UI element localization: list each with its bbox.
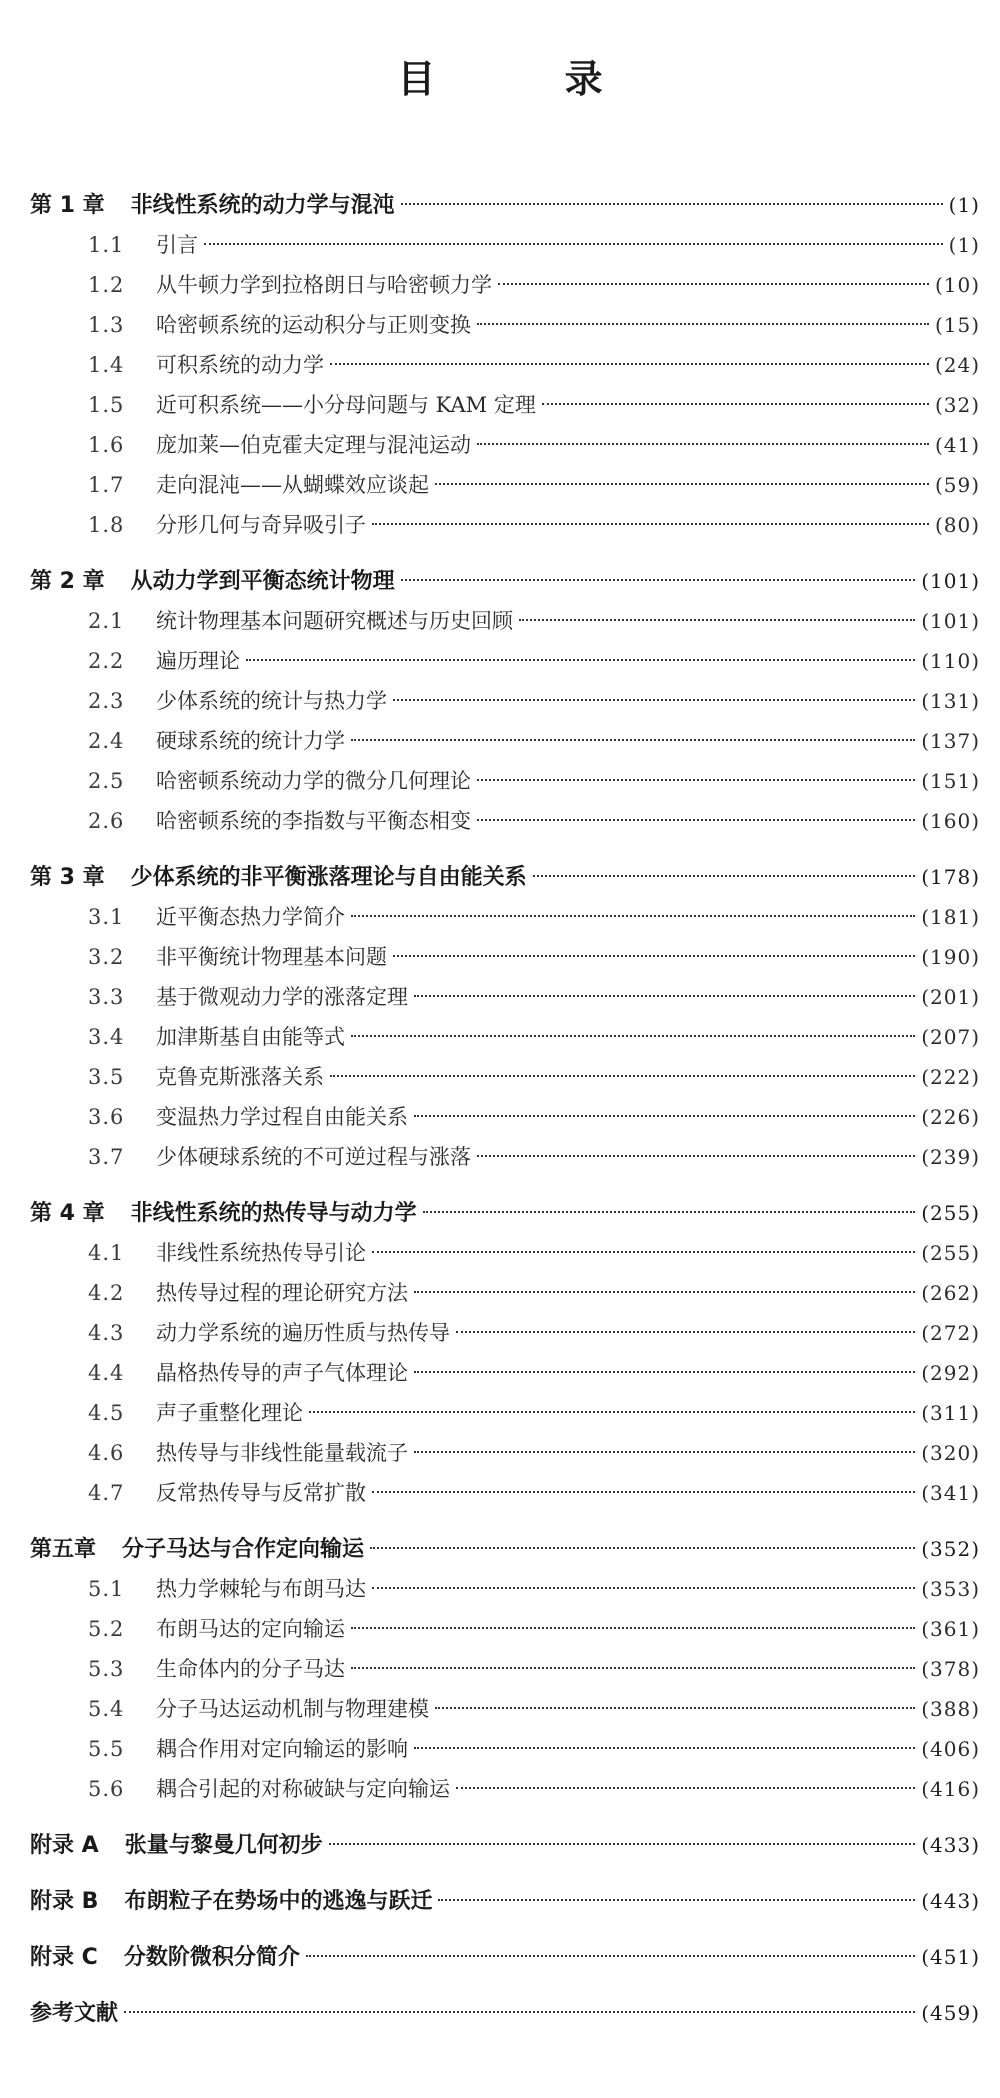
section-title: 声子重整化理论 (156, 1401, 303, 1425)
toc-section-entry[interactable] (30, 1769, 980, 1809)
dot-leader (330, 363, 929, 365)
page-number: (131) (921, 689, 980, 713)
page-number: (255) (921, 1241, 980, 1265)
section-number: 3.1 (88, 905, 125, 929)
section-number: 3.4 (88, 1025, 125, 1049)
toc-section-entry[interactable] (30, 465, 980, 505)
section-title: 克鲁克斯涨落关系 (156, 1065, 324, 1089)
section-title: 动力学系统的遍历性质与热传导 (156, 1321, 450, 1345)
dot-leader (329, 1843, 916, 1845)
chapter-title: 布朗粒子在势场中的逃逸与跃迁 (124, 1889, 433, 1914)
section-number: 4.5 (88, 1401, 125, 1425)
section-title: 热传导与非线性能量载流子 (156, 1441, 408, 1465)
section-number: 5.2 (88, 1617, 125, 1641)
toc-chapter-entry[interactable] (30, 1193, 980, 1233)
dot-leader (246, 659, 915, 661)
section-number: 1.8 (88, 513, 125, 537)
section-number: 2.2 (88, 649, 125, 673)
dot-leader (372, 1491, 915, 1493)
section-number: 1.5 (88, 393, 125, 417)
toc-section-entry[interactable] (30, 1433, 980, 1473)
toc-section-entry[interactable] (30, 265, 980, 305)
chapter-title: 非线性系统的动力学与混沌 (130, 193, 395, 218)
section-title: 哈密顿系统的运动积分与正则变换 (156, 313, 471, 337)
dot-leader (372, 1251, 915, 1253)
page-number: (110) (921, 649, 980, 673)
toc-section-entry[interactable] (30, 225, 980, 265)
dot-leader (372, 1587, 915, 1589)
section-title: 庞加莱—伯克霍夫定理与混沌运动 (156, 433, 471, 457)
toc-section-entry[interactable] (30, 761, 980, 801)
chapter-title: 从动力学到平衡态统计物理 (130, 569, 395, 594)
section-number: 1.7 (88, 473, 125, 497)
page-number: (352) (921, 1537, 980, 1561)
toc-section-entry[interactable] (30, 801, 980, 841)
dot-leader (414, 1747, 915, 1749)
chapter-number: 附录 A (30, 1833, 99, 1858)
dot-leader (414, 1115, 915, 1117)
dot-leader (477, 1155, 915, 1157)
section-number: 4.7 (88, 1481, 125, 1505)
toc-chapter-entry[interactable] (30, 857, 980, 897)
section-title: 分形几何与奇异吸引子 (156, 513, 366, 537)
page-number: (433) (921, 1833, 980, 1857)
section-title: 基于微观动力学的涨落定理 (156, 985, 408, 1009)
section-number: 2.6 (88, 809, 125, 833)
section-title: 耦合作用对定向输运的影响 (156, 1737, 408, 1761)
dot-leader (456, 1787, 915, 1789)
dot-leader (351, 1627, 915, 1629)
section-title: 布朗马达的定向输运 (156, 1617, 345, 1641)
page-number: (388) (921, 1697, 980, 1721)
dot-leader (393, 699, 915, 701)
section-title: 可积系统的动力学 (156, 353, 324, 377)
toc-section-entry[interactable] (30, 1097, 980, 1137)
chapter-title: 分数阶微积分简介 (123, 1945, 300, 1970)
section-title: 热力学棘轮与布朗马达 (156, 1577, 366, 1601)
toc-section-entry[interactable] (30, 1689, 980, 1729)
dot-leader (477, 323, 929, 325)
dot-leader (438, 1899, 915, 1901)
table-of-contents (30, 185, 980, 2033)
dot-leader (351, 915, 915, 917)
toc-section-entry[interactable] (30, 1393, 980, 1433)
page-number: (378) (921, 1657, 980, 1681)
section-number: 1.3 (88, 313, 125, 337)
chapter-title: 参考文献 (30, 2001, 119, 2026)
page-number: (32) (934, 393, 980, 417)
chapter-title: 少体系统的非平衡涨落理论与自由能关系 (130, 865, 527, 890)
toc-section-entry[interactable] (30, 721, 980, 761)
section-number: 5.1 (88, 1577, 125, 1601)
toc-section-entry[interactable] (30, 1233, 980, 1273)
section-number: 2.1 (88, 609, 125, 633)
toc-section-entry[interactable] (30, 1017, 980, 1057)
toc-section-entry[interactable] (30, 1313, 980, 1353)
section-number: 5.6 (88, 1777, 125, 1801)
toc-section-entry[interactable] (30, 425, 980, 465)
page-number: (222) (921, 1065, 980, 1089)
page-number: (226) (921, 1105, 980, 1129)
toc-chapter-entry[interactable] (30, 1993, 980, 2033)
page-title: 目 录 (397, 57, 661, 101)
section-title: 晶格热传导的声子气体理论 (156, 1361, 408, 1385)
page-number: (151) (921, 769, 980, 793)
page-number: (160) (921, 809, 980, 833)
chapter-number: 第 1 章 (30, 193, 105, 218)
page-number: (207) (921, 1025, 980, 1049)
dot-leader (370, 1547, 915, 1549)
section-number: 5.4 (88, 1697, 125, 1721)
page-number: (1) (948, 193, 980, 217)
chapter-number: 第 3 章 (30, 865, 105, 890)
page-number: (181) (921, 905, 980, 929)
dot-leader (351, 1035, 915, 1037)
section-number: 3.7 (88, 1145, 125, 1169)
page-number: (10) (934, 273, 980, 297)
section-title: 分子马达运动机制与物理建模 (156, 1697, 429, 1721)
section-title: 非平衡统计物理基本问题 (156, 945, 387, 969)
page-number: (178) (921, 865, 980, 889)
page-number: (101) (921, 609, 980, 633)
section-title: 近可积系统——小分母问题与 KAM 定理 (156, 393, 536, 417)
section-number: 5.5 (88, 1737, 125, 1761)
toc-section-entry[interactable] (30, 1137, 980, 1177)
section-number: 2.5 (88, 769, 125, 793)
toc-chapter-entry[interactable] (30, 561, 980, 601)
dot-leader (124, 2011, 915, 2013)
section-number: 3.6 (88, 1105, 125, 1129)
chapter-number: 附录 C (30, 1945, 98, 1970)
toc-section-entry[interactable] (30, 681, 980, 721)
section-title: 变温热力学过程自由能关系 (156, 1105, 408, 1129)
dot-leader (401, 579, 916, 581)
page-number: (1) (948, 233, 980, 257)
section-title: 硬球系统的统计力学 (156, 729, 345, 753)
dot-leader (477, 819, 915, 821)
toc-section-entry[interactable] (30, 305, 980, 345)
dot-leader (456, 1331, 915, 1333)
chapter-title: 非线性系统的热传导与动力学 (130, 1201, 417, 1226)
chapter-number: 第五章 (30, 1537, 97, 1562)
section-title: 少体硬球系统的不可逆过程与涨落 (156, 1145, 471, 1169)
toc-section-entry[interactable] (30, 1649, 980, 1689)
section-title: 生命体内的分子马达 (156, 1657, 345, 1681)
page-number: (41) (934, 433, 980, 457)
section-title: 遍历理论 (156, 649, 240, 673)
section-number: 4.2 (88, 1281, 125, 1305)
section-number: 5.3 (88, 1657, 125, 1681)
dot-leader (477, 779, 915, 781)
page-number: (451) (921, 1945, 980, 1969)
page-number: (292) (921, 1361, 980, 1385)
section-number: 3.2 (88, 945, 125, 969)
toc-chapter-entry[interactable] (30, 1529, 980, 1569)
section-number: 4.4 (88, 1361, 125, 1385)
section-title: 哈密顿系统动力学的微分几何理论 (156, 769, 471, 793)
section-number: 1.6 (88, 433, 125, 457)
page-number: (353) (921, 1577, 980, 1601)
page-number: (239) (921, 1145, 980, 1169)
toc-section-entry[interactable] (30, 897, 980, 937)
toc-section-entry[interactable] (30, 1273, 980, 1313)
section-number: 2.3 (88, 689, 125, 713)
page-number: (406) (921, 1737, 980, 1761)
page-number: (416) (921, 1777, 980, 1801)
section-number: 3.5 (88, 1065, 125, 1089)
section-title: 非线性系统热传导引论 (156, 1241, 366, 1265)
section-title: 少体系统的统计与热力学 (156, 689, 387, 713)
dot-leader (351, 739, 915, 741)
page-number: (272) (921, 1321, 980, 1345)
page-number: (341) (921, 1481, 980, 1505)
section-number: 4.3 (88, 1321, 125, 1345)
page-number: (201) (921, 985, 980, 1009)
dot-leader (477, 443, 929, 445)
page-number: (361) (921, 1617, 980, 1641)
dot-leader (393, 955, 915, 957)
page-number: (459) (921, 2001, 980, 2025)
dot-leader (423, 1211, 916, 1213)
section-title: 耦合引起的对称破缺与定向输运 (156, 1777, 450, 1801)
section-title: 热传导过程的理论研究方法 (156, 1281, 408, 1305)
toc-section-entry[interactable] (30, 977, 980, 1017)
chapter-title: 分子马达与合作定向输运 (122, 1537, 365, 1562)
page-number: (80) (934, 513, 980, 537)
toc-section-entry[interactable] (30, 1729, 980, 1769)
toc-section-entry[interactable] (30, 1609, 980, 1649)
toc-section-entry[interactable] (30, 385, 980, 425)
page-number: (15) (934, 313, 980, 337)
dot-leader (533, 875, 916, 877)
section-number: 3.3 (88, 985, 125, 1009)
dot-leader (306, 1955, 915, 1957)
toc-section-entry[interactable] (30, 1473, 980, 1513)
section-number: 1.4 (88, 353, 125, 377)
section-number: 1.1 (88, 233, 125, 257)
section-number: 4.1 (88, 1241, 125, 1265)
toc-section-entry[interactable] (30, 505, 980, 545)
toc-section-entry[interactable] (30, 345, 980, 385)
chapter-number: 第 2 章 (30, 569, 105, 594)
dot-leader (498, 283, 929, 285)
dot-leader (435, 483, 929, 485)
dot-leader (414, 1371, 915, 1373)
page-number: (443) (921, 1889, 980, 1913)
page-number: (137) (921, 729, 980, 753)
dot-leader (372, 523, 929, 525)
dot-leader (542, 403, 929, 405)
toc-chapter-entry[interactable] (30, 1825, 980, 1865)
toc-section-entry[interactable] (30, 937, 980, 977)
section-title: 近平衡态热力学简介 (156, 905, 345, 929)
section-title: 从牛顿力学到拉格朗日与哈密顿力学 (156, 273, 492, 297)
toc-section-entry[interactable] (30, 1569, 980, 1609)
page-number: (59) (934, 473, 980, 497)
section-number: 4.6 (88, 1441, 125, 1465)
chapter-title: 张量与黎曼几何初步 (124, 1833, 323, 1858)
dot-leader (204, 243, 943, 245)
toc-section-entry[interactable] (30, 601, 980, 641)
section-number: 1.2 (88, 273, 125, 297)
section-title: 哈密顿系统的李指数与平衡态相变 (156, 809, 471, 833)
page-number: (255) (921, 1201, 980, 1225)
dot-leader (401, 203, 943, 205)
section-title: 走向混沌——从蝴蝶效应谈起 (156, 473, 429, 497)
chapter-number: 第 4 章 (30, 1201, 105, 1226)
dot-leader (414, 995, 915, 997)
dot-leader (330, 1075, 915, 1077)
toc-chapter-entry[interactable] (30, 1881, 980, 1921)
toc-section-entry[interactable] (30, 641, 980, 681)
toc-chapter-entry[interactable] (30, 185, 980, 225)
page-number: (262) (921, 1281, 980, 1305)
page-number: (190) (921, 945, 980, 969)
toc-chapter-entry[interactable] (30, 1937, 980, 1977)
page-number: (320) (921, 1441, 980, 1465)
section-number: 2.4 (88, 729, 125, 753)
toc-section-entry[interactable] (30, 1353, 980, 1393)
page-number: (311) (921, 1401, 980, 1425)
dot-leader (351, 1667, 915, 1669)
page-number: (24) (934, 353, 980, 377)
page-number: (101) (921, 569, 980, 593)
dot-leader (435, 1707, 915, 1709)
dot-leader (414, 1451, 915, 1453)
dot-leader (309, 1411, 915, 1413)
section-title: 引言 (156, 233, 198, 257)
section-title: 加津斯基自由能等式 (156, 1025, 345, 1049)
section-title: 统计物理基本问题研究概述与历史回顾 (156, 609, 513, 633)
dot-leader (414, 1291, 915, 1293)
dot-leader (519, 619, 915, 621)
toc-section-entry[interactable] (30, 1057, 980, 1097)
chapter-number: 附录 B (30, 1889, 99, 1914)
section-title: 反常热传导与反常扩散 (156, 1481, 366, 1505)
